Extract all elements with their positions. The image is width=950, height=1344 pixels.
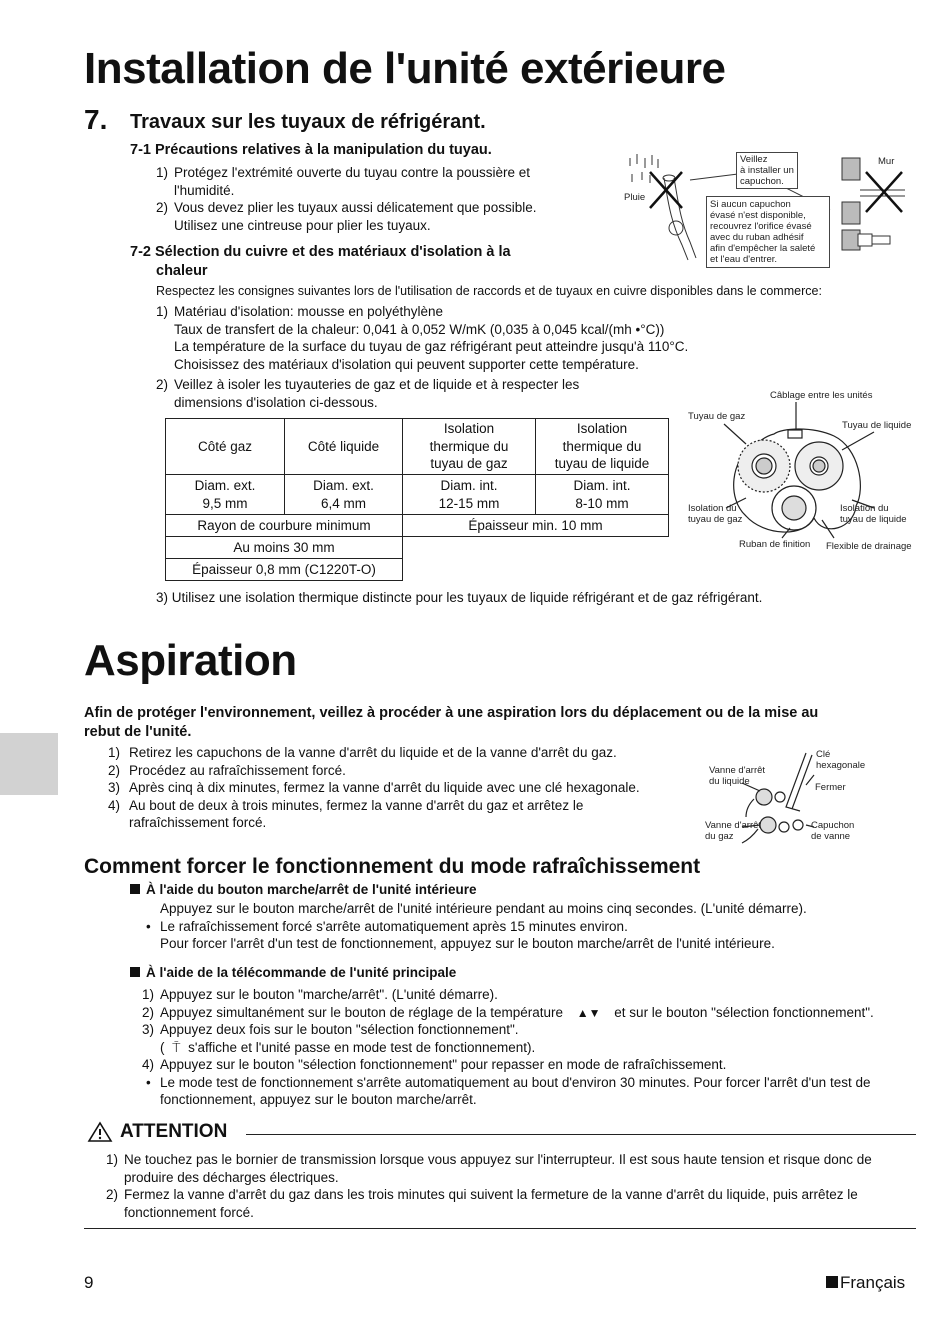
item-number: 2) (156, 200, 169, 215)
method-a-text: Appuyez sur le bouton marche/arrêt de l'unité intérieure pendant au moins cinq secondes. (L'unité démarre). • Le rafraîchissement forcé s'arrête automatiquement après 15 minutes environ. Pour forcer l'arrêt d'un test de fonctionnement, appuyez sur le bouton marche/arrêt de l'unité intérieure. (146, 901, 807, 951)
table-cell: Épaisseur 0,8 mm (C1220T-O) (166, 559, 403, 581)
list-item: 4) Au bout de deux à trois minutes, fermez la vanne d'arrêt du gaz et arrêtez le rafraîchissement forcé. (108, 797, 584, 830)
attention-heading: ATTENTION (120, 1121, 228, 1142)
page-number: 9 (84, 1273, 94, 1292)
test-mode-icon: ⍑ (172, 1039, 181, 1055)
table-cell: Au moins 30 mm (166, 537, 403, 559)
item-line: l'humidité. (174, 182, 235, 198)
item-line: Choisissez des matériaux d'isolation qui peuvent supporter cette température. (174, 356, 639, 372)
table-cell: Diam. int. 8-10 mm (536, 475, 669, 515)
method-b-list (142, 986, 922, 1109)
table-cell: Diam. int. 12-15 mm (403, 475, 536, 515)
item-line: Vous devez plier les tuyaux aussi délicatement que possible. (174, 200, 537, 215)
figure-label: Isolation du tuyau de gaz (688, 503, 743, 525)
item-number: 3) (156, 590, 169, 605)
attention-list (106, 1151, 926, 1221)
list-item: 2) Appuyez simultanément sur le bouton de réglage de la température ▲▼ et sur le bouton "sélection fonctionnement". (142, 1004, 874, 1020)
list-item: • Le mode test de fonctionnement s'arrête automatiquement au bout d'environ 30 minutes. Pour forcer l'arrêt d'un test de fonctionnement, appuyez sur le bouton marche/arrêt. (146, 1074, 871, 1107)
pipe-protection-figure (620, 150, 920, 270)
table-cell: Diam. ext. 6,4 mm (285, 475, 403, 515)
list-item: 2) Fermez la vanne d'arrêt du gaz dans les trois minutes qui suivent la fermeture de la vanne d'arrêt du liquide, puis arrêtez le fonctionnement forcé. (106, 1187, 858, 1220)
item-number: 1) (156, 165, 169, 180)
method-b-heading: À l'aide de la télécommande de l'unité principale (130, 965, 456, 980)
page-title: Installation de l'unité extérieure (84, 44, 726, 93)
item-line: Taux de transfert de la chaleur: 0,041 à 0,052 W/mK (0,035 à 0,045 kcal/(mh •°C)) (174, 321, 665, 337)
attention-rule (246, 1134, 916, 1135)
temperature-arrows-icon: ▲▼ (576, 1005, 601, 1020)
list-item: 2) Procédez au rafraîchissement forcé. (108, 762, 346, 778)
insulation-table (165, 418, 669, 581)
item-line: Protégez l'extrémité ouverte du tuyau contre la poussière et (174, 165, 531, 180)
square-bullet-icon (130, 967, 140, 977)
subsection-7-1-heading: 7-1 Précautions relatives à la manipulation du tuyau. (130, 142, 492, 158)
list-item (156, 589, 762, 607)
aspiration-title: Aspiration (84, 636, 297, 685)
list-item: 1) Retirez les capuchons de la vanne d'arrêt du liquide et de la vanne d'arrêt du gaz. (108, 745, 617, 760)
list-item: 4) Appuyez sur le bouton "sélection fonctionnement" pour repasser en mode de rafraîchissement. (142, 1057, 727, 1072)
figure-callout: Si aucun capuchon évasé n'est disponible, recouvrez l'orifice évasé avec du ruban adhésif afin d'empêcher la saleté et l'eau d'entrer. (706, 196, 830, 268)
subsection-7-1-list (156, 164, 576, 234)
section-number: 7. (84, 104, 108, 135)
list-item: 3) Appuyez deux fois sur le bouton "sélection fonctionnement". (142, 1022, 519, 1037)
subsection-7-2-heading: 7-2 Sélection du cuivre et des matériaux d'isolation à la (130, 244, 511, 260)
table-empty (403, 559, 669, 581)
figure-label: Ruban de finition (739, 539, 811, 550)
warning-icon (87, 1121, 113, 1148)
figure-label: Flexible de drainage (826, 541, 912, 552)
section-heading: Travaux sur les tuyaux de réfrigérant. (130, 111, 486, 133)
figure-label: Isolation du tuyau de liquide (840, 503, 907, 525)
subsection-7-2-heading-cont: chaleur (156, 263, 208, 279)
table-cell: Rayon de courbure minimum (166, 515, 403, 537)
pipe-bundle-figure (684, 388, 924, 556)
figure-label: Pluie (624, 192, 646, 203)
side-tab-marker (0, 733, 58, 795)
figure-label: Mur (878, 156, 895, 167)
list-item: 1) Appuyez sur le bouton "marche/arrêt". (L'unité démarre). (142, 987, 498, 1002)
bottom-rule (84, 1228, 916, 1229)
figure-label: Tuyau de liquide (842, 420, 912, 431)
language-label: Français (826, 1273, 905, 1293)
item-line: Matériau d'isolation: mousse en polyéthylène (174, 304, 443, 319)
method-a-heading: À l'aide du bouton marche/arrêt de l'unité intérieure (130, 882, 476, 897)
table-header: Côté liquide (285, 419, 403, 475)
figure-label: Tuyau de gaz (688, 411, 746, 422)
figure-label: Capuchon de vanne (811, 820, 855, 842)
aspiration-list (108, 744, 688, 832)
table-cell: Épaisseur min. 10 mm (403, 515, 669, 537)
forced-cooling-title: Comment forcer le fonctionnement du mode rafraîchissement (84, 855, 701, 878)
list-item: 1) Ne touchez pas le bornier de transmission lorsque vous appuyez sur l'interrupteur. Il est sous haute tension et risque donc de produire des décharges électriques. (106, 1152, 872, 1185)
list-item: 3) Après cinq à dix minutes, fermez la vanne d'arrêt du liquide avec une clé hexagonale. (108, 780, 640, 795)
item-line: La température de la surface du tuyau de gaz réfrigérant peut atteindre jusqu'à 110°C. (174, 339, 689, 354)
figure-label: Câblage entre les unités (770, 390, 873, 401)
subsection-7-2-intro: Respectez les consignes suivantes lors de l'utilisation de raccords et de tuyaux en cuivre disponibles dans le commerce: (156, 284, 822, 298)
list-item-cont: ( ⍑ s'affiche et l'unité passe en mode test de fonctionnement). (160, 1039, 536, 1055)
table-header: Isolation thermique du tuyau de gaz (403, 419, 536, 475)
item-line: Utilisez une cintreuse pour plier les tuyaux. (174, 217, 431, 233)
figure-label: Fermer (815, 782, 846, 793)
item-number: 2) (156, 377, 169, 392)
square-bullet-icon (826, 1276, 838, 1288)
table-header: Isolation thermique du tuyau de liquide (536, 419, 669, 475)
valve-figure (702, 745, 882, 845)
aspiration-intro: Afin de protéger l'environnement, veillez à procéder à une aspiration lors du déplacement ou de la mise au rebut de l'unité. (84, 705, 819, 740)
figure-label: Clé hexagonale (816, 749, 866, 771)
table-empty (403, 537, 669, 559)
table-cell: Diam. ext. 9,5 mm (166, 475, 285, 515)
figure-callout: Veillez à installer un capuchon. (736, 152, 798, 189)
list-item (156, 164, 576, 199)
figure-label: Vanne d'arrêt du liquide (709, 765, 766, 787)
table-header: Côté gaz (166, 419, 285, 475)
item-text: Utilisez une isolation thermique distincte pour les tuyaux de liquide réfrigérant et de gaz réfrigérant. (171, 590, 763, 605)
item-line: Veillez à isoler les tuyauteries de gaz et de liquide et à respecter les (174, 377, 580, 392)
item-line: dimensions d'isolation ci-dessous. (174, 394, 378, 410)
list-item (156, 199, 576, 234)
item-number: 1) (156, 304, 169, 319)
figure-label: Vanne d'arrêt du gaz (705, 820, 762, 842)
square-bullet-icon (130, 884, 140, 894)
